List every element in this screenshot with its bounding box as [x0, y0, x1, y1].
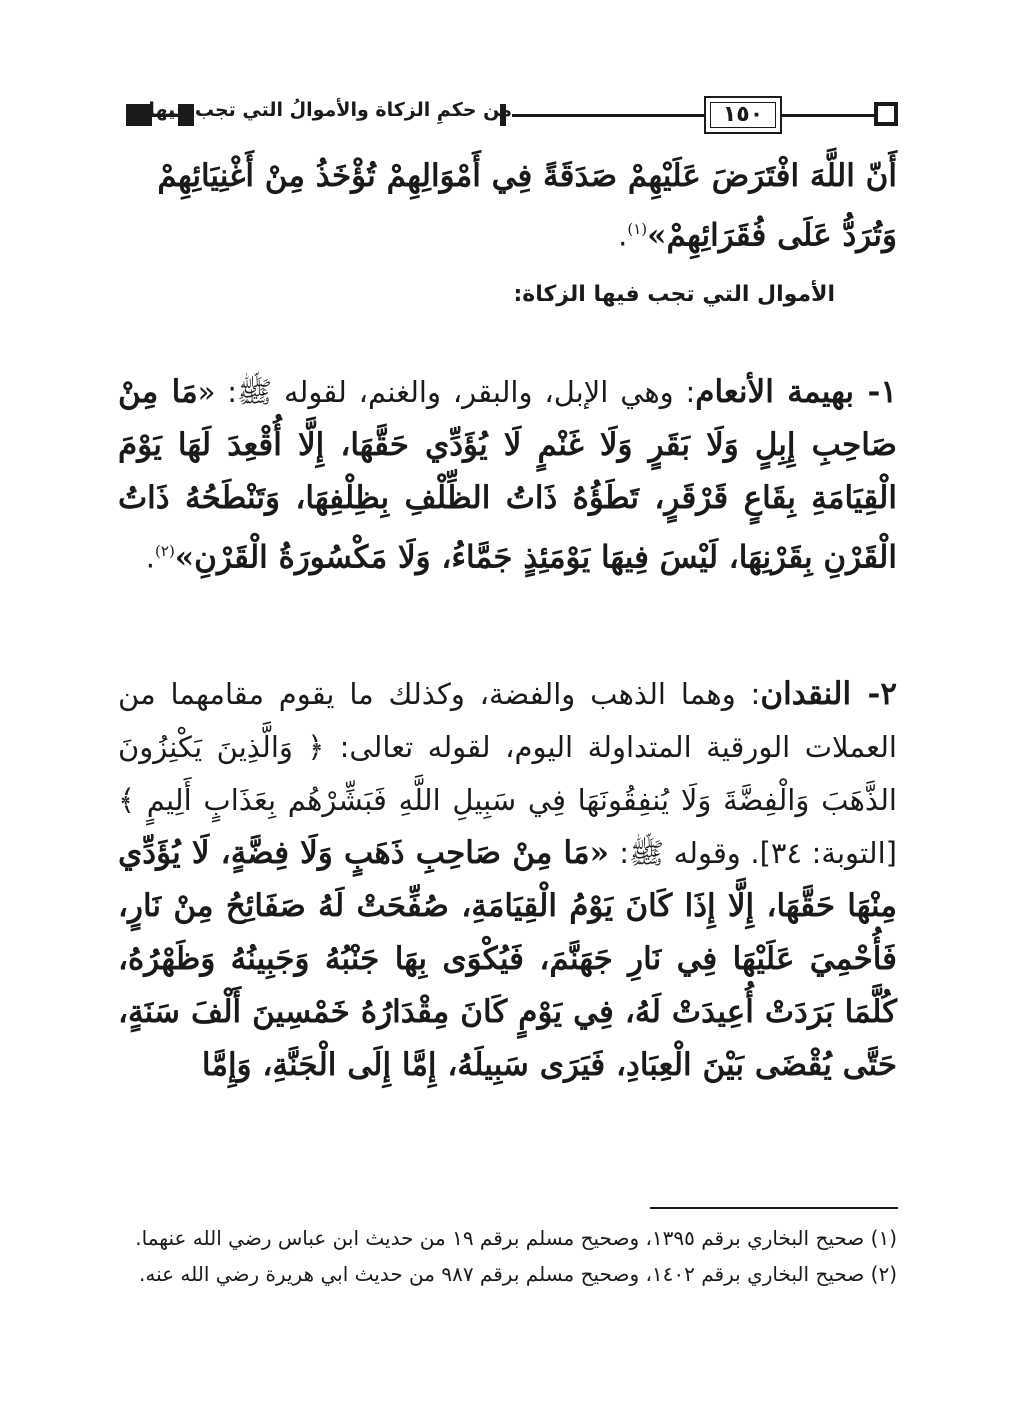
footnote-1: (١) صحيح البخاري برقم ١٣٩٥، وصحيح مسلم برقم ١٩ من حديث ابن عباس رضي الله عنهما. [135, 1226, 897, 1250]
item-2-intro: : وهما الذهب والفضة، وكذلك ما يقوم مقامهما من العملات الورقية المتداولة اليوم، لقوله تعالى: [118, 677, 897, 764]
page-number-frame [704, 96, 782, 134]
intro-line-2: وَتُرَدُّ عَلَى فُقَرَائِهِمْ» [647, 217, 897, 254]
running-title: من حكمِ الزكاة والأموالُ التي تجب فيها [148, 99, 512, 121]
quran-verse: ﴿ وَالَّذِينَ يَكْنِزُونَ الذَّهَبَ وَالْفِضَّةَ وَلَا يُنفِقُونَهَا فِي سَبِيلِ اللَّهِ فَبَشِّرْهُم بِعَذَابٍ أَلِيمٍ ﴾ [118, 730, 897, 817]
section-subheading: الأموال التي تجب فيها الزكاة: [513, 282, 835, 307]
footnote-separator [650, 1207, 898, 1209]
header-rule [512, 114, 704, 117]
item-1-close: » [174, 539, 195, 576]
footnotes [118, 1220, 897, 1292]
header-rule [782, 114, 878, 117]
page-number: ١٥٠ [722, 102, 764, 127]
intro-line-1: أَنّ اللَّهَ افْتَرَضَ عَلَيْهِمْ صَدَقَةً فِي أَمْوَالِهِمْ تُؤْخَذُ مِنْ أَغْنِيَائِهِمْ [157, 158, 897, 194]
item-2-lead: ٢- النقدان [760, 676, 897, 712]
quran-reference: [التوبة: ٣٤]. وقوله ﷺ: [619, 836, 897, 870]
item-1-lead: ١- بهيمة الأنعام [695, 374, 898, 410]
footnote-ref: (١) [627, 220, 648, 238]
page-header [118, 94, 898, 140]
item-2-hadith: «مَا مِنْ صَاحِبِ ذَهَبٍ وَلَا فِضَّةٍ، لَا يُؤَدِّي مِنْهَا حَقَّهَا، إِلَّا إِذَا كَانَ يَوْمُ الْقِيَامَةِ، صُفِّحَتْ لَهُ صَفَائِحُ مِنْ نَارٍ، فَأُحْمِيَ عَلَيْهَا فِي نَارِ جَهَنَّمَ، فَيُكْوَى بِهَا جَنْبُهُ وَجَبِينُهُ وَظَهْرُهُ، كُلَّمَا بَرَدَتْ أُعِيدَتْ لَهُ، فِي يَوْمٍ كَانَ مِقْدَارُهُ خَمْسِينَ أَلْفَ سَنَةٍ، حَتَّى يُقْضَى بَيْنَ الْعِبَادِ، فَيَرَى سَبِيلَهُ، إِمَّا إِلَى الْجَنَّةِ، وَإِمَّا [118, 835, 897, 1083]
item-1-hadith: مَا مِنْ صَاحِبِ إِبِلٍ وَلَا بَقَرٍ وَلَا غَنْمٍ لَا يُؤَدِّي حَقَّهَا، إِلَّا أُقْعِدَ لَهَا يَوْمَ الْقِيَامَةِ بِقَاعٍ قَرْقَرٍ، تَطَؤُهُ ذَاتُ الظِّلْفِ بِظِلْفِهَا، وَتَنْطَحُهُ ذَاتُ الْقَرْنِ بِقَرْنِهَا، لَيْسَ فِيهَا يَوْمَئِذٍ جَمَّاءُ، وَلَا مَكْسُورَةُ الْقَرْنِ [118, 374, 897, 576]
footnote-ref: (٢) [155, 542, 175, 560]
intro-end: . [618, 218, 628, 253]
item-1 [118, 366, 897, 584]
item-1-intro: : وهي الإبل، والبقر، والغنم، لقوله ﷺ: « [197, 375, 696, 409]
footnote-2: (٢) صحيح البخاري برقم ١٤٠٢، وصحيح مسلم برقم ٩٨٧ من حديث ابي هريرة رضي الله عنه. [139, 1262, 897, 1286]
item-1-end: . [145, 540, 156, 575]
header-corner-box [874, 102, 898, 126]
intro-text [118, 150, 897, 262]
item-2 [118, 668, 897, 1092]
